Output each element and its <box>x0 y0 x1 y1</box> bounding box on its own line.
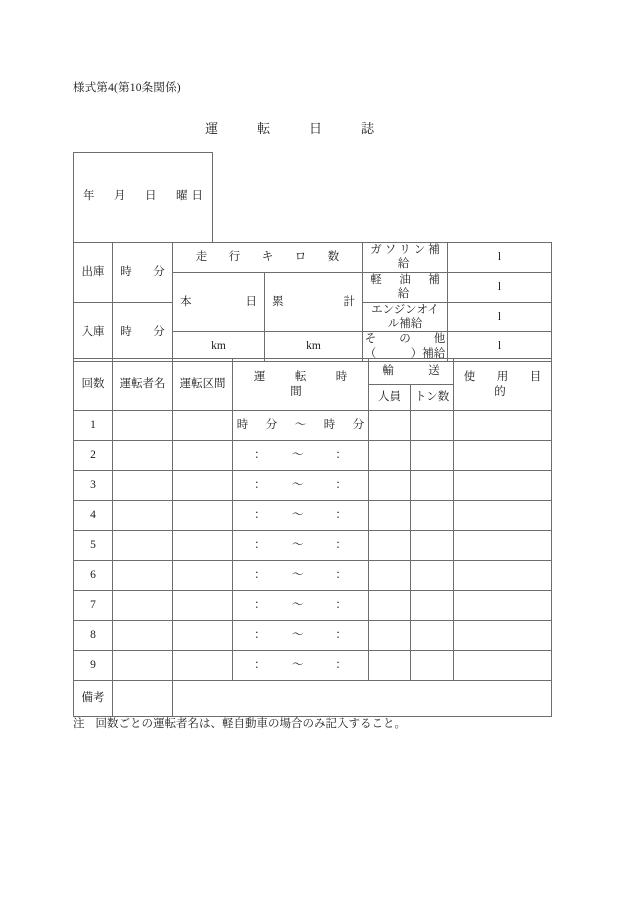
cell-persons[interactable] <box>369 591 411 621</box>
fuel-value-diesel[interactable]: l <box>448 272 552 302</box>
row-number: 5 <box>74 531 113 561</box>
cell-purpose[interactable] <box>454 441 552 471</box>
cell-drive-time[interactable]: ： ～ ： <box>233 591 369 621</box>
cell-section[interactable] <box>173 441 233 471</box>
total-distance-unit: km <box>265 332 363 362</box>
cell-driver[interactable] <box>113 561 173 591</box>
cell-tons[interactable] <box>411 591 454 621</box>
cell-driver[interactable] <box>113 441 173 471</box>
cell-drive-time[interactable]: ： ～ ： <box>233 531 369 561</box>
cell-tons[interactable] <box>411 471 454 501</box>
table-row <box>74 591 552 621</box>
footnote-text: 回数ごとの運転者名は、軽自動車の場合のみ記入すること。 <box>95 718 406 730</box>
cell-tons[interactable] <box>411 531 454 561</box>
arrive-time-cell[interactable]: 時 分 <box>113 302 173 362</box>
row-number: 2 <box>74 441 113 471</box>
fuel-label-gasoline: ガソリン補給 <box>363 243 448 273</box>
date-box-label: 年 月 日 曜日 <box>83 190 207 202</box>
header-count: 回数 <box>74 359 113 411</box>
header-persons: 人員 <box>369 385 411 411</box>
cell-tons[interactable] <box>411 411 454 441</box>
row-number: 8 <box>74 621 113 651</box>
cell-section[interactable] <box>173 531 233 561</box>
cell-purpose[interactable] <box>454 621 552 651</box>
cell-tons[interactable] <box>411 561 454 591</box>
cell-section[interactable] <box>173 591 233 621</box>
today-distance-unit: km <box>173 332 265 362</box>
total-label-right: 計 <box>343 295 355 308</box>
fuel-value-gasoline[interactable]: l <box>448 243 552 273</box>
fuel-label-engine-oil-line2: ル補給 <box>387 317 423 330</box>
table-row <box>74 441 552 471</box>
cell-drive-time[interactable]: 時 分 ～ 時 分 <box>233 411 369 441</box>
header-drive-time: 運 転 時 間 <box>233 359 369 411</box>
cell-persons[interactable] <box>369 441 411 471</box>
fuel-label-diesel: 軽 油 補 給 <box>363 272 448 302</box>
cell-persons[interactable] <box>369 471 411 501</box>
total-distance-cell[interactable] <box>265 272 363 332</box>
depart-time-cell[interactable]: 時 分 <box>113 243 173 303</box>
form-number: 様式第4(第10条関係) <box>73 82 181 94</box>
today-distance-cell[interactable] <box>173 272 265 332</box>
total-label-left: 累 <box>272 295 284 308</box>
cell-persons[interactable] <box>369 621 411 651</box>
cell-tons[interactable] <box>411 441 454 471</box>
fuel-label-engine-oil-line1: エンジンオイ <box>371 303 439 316</box>
remarks-spacer-cell[interactable] <box>113 681 173 717</box>
cell-tons[interactable] <box>411 621 454 651</box>
date-box <box>73 152 213 242</box>
cell-purpose[interactable] <box>454 591 552 621</box>
footnote-mark: 注 <box>73 718 85 730</box>
cell-section[interactable] <box>173 621 233 651</box>
cell-driver[interactable] <box>113 411 173 441</box>
summary-table <box>73 242 552 362</box>
table-row <box>74 651 552 681</box>
cell-drive-time[interactable]: ： ～ ： <box>233 441 369 471</box>
cell-persons[interactable] <box>369 561 411 591</box>
table-row <box>74 561 552 591</box>
distance-header: 走 行 キ ロ 数 <box>173 243 363 273</box>
cell-purpose[interactable] <box>454 651 552 681</box>
document-title: 運 転 日 誌 <box>205 121 388 136</box>
cell-section[interactable] <box>173 501 233 531</box>
row-number: 9 <box>74 651 113 681</box>
row-number: 7 <box>74 591 113 621</box>
depart-label: 出庫 <box>74 243 113 303</box>
cell-drive-time[interactable]: ： ～ ： <box>233 621 369 651</box>
fuel-value-other[interactable]: l <box>448 332 552 362</box>
cell-drive-time[interactable]: ： ～ ： <box>233 501 369 531</box>
cell-driver[interactable] <box>113 531 173 561</box>
cell-driver[interactable] <box>113 591 173 621</box>
cell-purpose[interactable] <box>454 531 552 561</box>
table-row <box>74 531 552 561</box>
fuel-label-other-line1: そ の 他 <box>364 333 446 346</box>
today-label-left: 本 <box>180 295 192 308</box>
arrive-label: 入庫 <box>74 302 113 362</box>
cell-purpose[interactable] <box>454 471 552 501</box>
fuel-label-engine-oil <box>363 302 448 332</box>
row-number: 6 <box>74 561 113 591</box>
cell-drive-time[interactable]: ： ～ ： <box>233 651 369 681</box>
cell-purpose[interactable] <box>454 501 552 531</box>
footnote <box>73 715 406 731</box>
fuel-label-other-line2: （ ）補給 <box>364 347 446 360</box>
cell-driver[interactable] <box>113 651 173 681</box>
row-number: 1 <box>74 411 113 441</box>
cell-drive-time[interactable]: ： ～ ： <box>233 471 369 501</box>
cell-tons[interactable] <box>411 651 454 681</box>
cell-section[interactable] <box>173 411 233 441</box>
table-header-row <box>74 359 552 385</box>
header-transport: 輸 送 <box>369 359 454 385</box>
header-section: 運転区間 <box>173 359 233 411</box>
cell-section[interactable] <box>173 471 233 501</box>
row-number: 4 <box>74 501 113 531</box>
cell-persons[interactable] <box>369 501 411 531</box>
header-tons: トン数 <box>411 385 454 411</box>
table-row <box>74 621 552 651</box>
cell-section[interactable] <box>173 651 233 681</box>
cell-section[interactable] <box>173 561 233 591</box>
trip-log-table <box>73 358 563 717</box>
remarks-value-cell[interactable] <box>173 681 552 717</box>
remarks-label: 備考 <box>74 681 113 717</box>
cell-persons[interactable] <box>369 531 411 561</box>
table-row <box>74 501 552 531</box>
cell-persons[interactable] <box>369 651 411 681</box>
fuel-value-engine-oil[interactable]: l <box>448 302 552 332</box>
header-purpose: 使 用 目 的 <box>454 359 552 411</box>
today-label-right: 日 <box>245 295 257 308</box>
cell-purpose[interactable] <box>454 411 552 441</box>
cell-driver[interactable] <box>113 471 173 501</box>
remarks-row <box>74 681 552 717</box>
cell-driver[interactable] <box>113 621 173 651</box>
row-number: 3 <box>74 471 113 501</box>
table-row <box>74 471 552 501</box>
cell-purpose[interactable] <box>454 561 552 591</box>
cell-drive-time[interactable]: ： ～ ： <box>233 561 369 591</box>
cell-persons[interactable] <box>369 411 411 441</box>
cell-driver[interactable] <box>113 501 173 531</box>
table-row <box>74 411 552 441</box>
header-driver: 運転者名 <box>113 359 173 411</box>
cell-tons[interactable] <box>411 501 454 531</box>
table-row <box>74 243 552 273</box>
